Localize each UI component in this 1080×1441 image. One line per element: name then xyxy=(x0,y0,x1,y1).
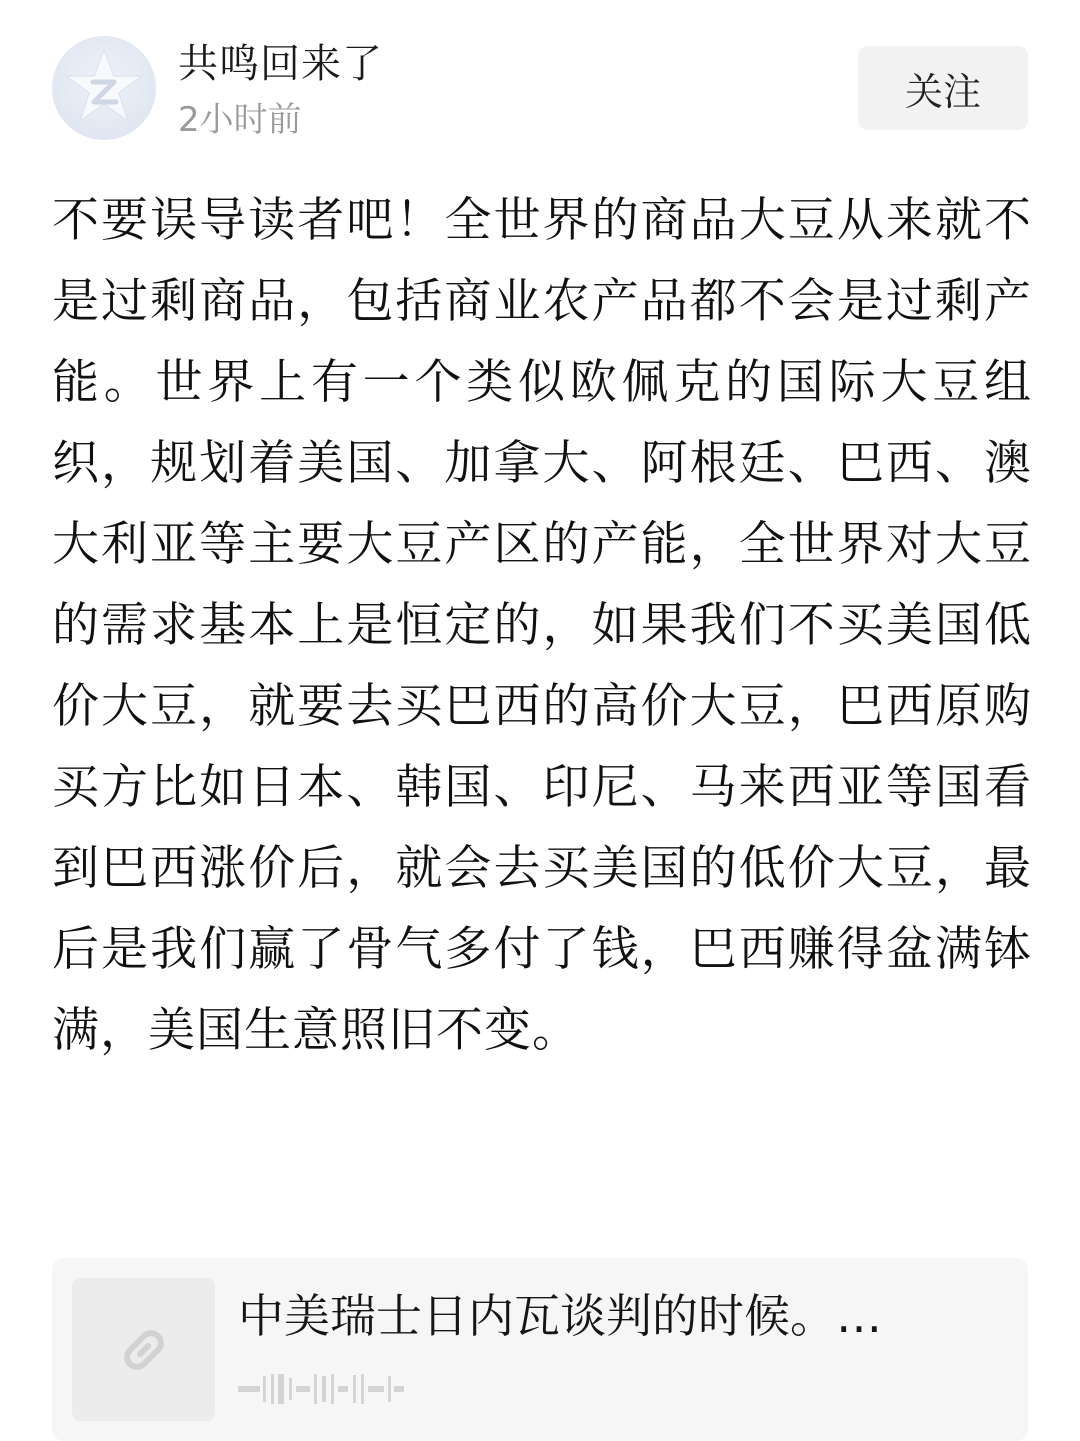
link-title[interactable]: 中美瑞士日内瓦谈判的时候。… xyxy=(238,1289,882,1343)
post-timestamp: 2小时前 xyxy=(178,100,302,140)
user-name[interactable]: 共鸣回来了 xyxy=(178,41,383,87)
link-thumbnail xyxy=(72,1278,215,1421)
link-source-redacted xyxy=(238,1374,438,1414)
star-avatar-icon xyxy=(52,36,156,140)
post-content: 不要误导读者吧！全世界的商品大豆从来就不是过剩商品，包括商业农产品都不会是过剩产能。世界上有一个类似欧佩克的国际大豆组织，规划着美国、加拿大、阿根廷、巴西、澳大利亚等主要大豆产区的产能，全世界对大豆的需求基本上是恒定的，如果我们不买美国低价大豆，就要去买巴西的高价大豆，巴西原购买方比如日本、韩国、印尼、马来西亚等国看到巴西涨价后，就会去买美国的低价大豆，最后是我们赢了骨气多付了钱，巴西赚得盆满钵满，美国生意照旧不变。 xyxy=(52,193,1032,1058)
follow-button[interactable]: 关注 xyxy=(858,46,1028,130)
link-icon xyxy=(114,1320,174,1380)
link-card[interactable] xyxy=(52,1258,1028,1441)
avatar[interactable] xyxy=(52,36,156,140)
post-header xyxy=(0,0,1080,160)
